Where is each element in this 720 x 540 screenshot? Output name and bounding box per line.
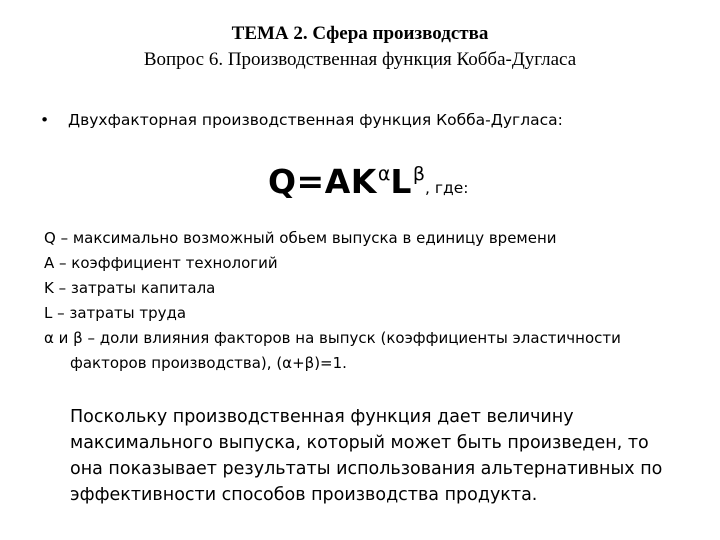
- definition-q: Q – максимально возможный обьем выпуска в единицу времени: [44, 229, 557, 247]
- formula-factor-l: L: [390, 162, 412, 201]
- bullet-marker: •: [40, 111, 50, 129]
- bullet-text: Двухфакторная производственная функция Кобба-Дугласа:: [68, 111, 563, 129]
- formula-beta-exponent: β: [412, 162, 426, 185]
- slide-title: ТЕМА 2. Сфера производства: [231, 23, 489, 44]
- paragraph-line: эффективности способов производства продукта.: [70, 485, 538, 505]
- paragraph-line: максимального выпуска, который может быть произведен, то: [70, 433, 649, 453]
- slide-subtitle: Вопрос 6. Производственная функция Кобба-Дугласа: [143, 49, 577, 70]
- conclusion-paragraph: [70, 404, 690, 508]
- formula-suffix: , где:: [425, 179, 469, 197]
- formula-base: Q=AK: [268, 162, 377, 201]
- definition-l: L – затраты труда: [44, 304, 187, 322]
- paragraph-line: Поскольку производственная функция дает величину: [70, 407, 574, 427]
- definition-a: A – коэффициент технологий: [44, 254, 278, 272]
- definition-alpha-beta-continued: факторов производства), (α+β)=1.: [70, 354, 347, 372]
- definitions-list: [44, 226, 684, 376]
- formula-alpha-exponent: α: [377, 162, 391, 185]
- paragraph-line: она показывает результаты использования альтернативных по: [70, 459, 663, 479]
- cobb-douglas-formula: [268, 162, 469, 201]
- definition-k: K – затраты капитала: [44, 279, 216, 297]
- definition-alpha-beta: α и β – доли влияния факторов на выпуск (коэффициенты эластичности: [44, 329, 621, 347]
